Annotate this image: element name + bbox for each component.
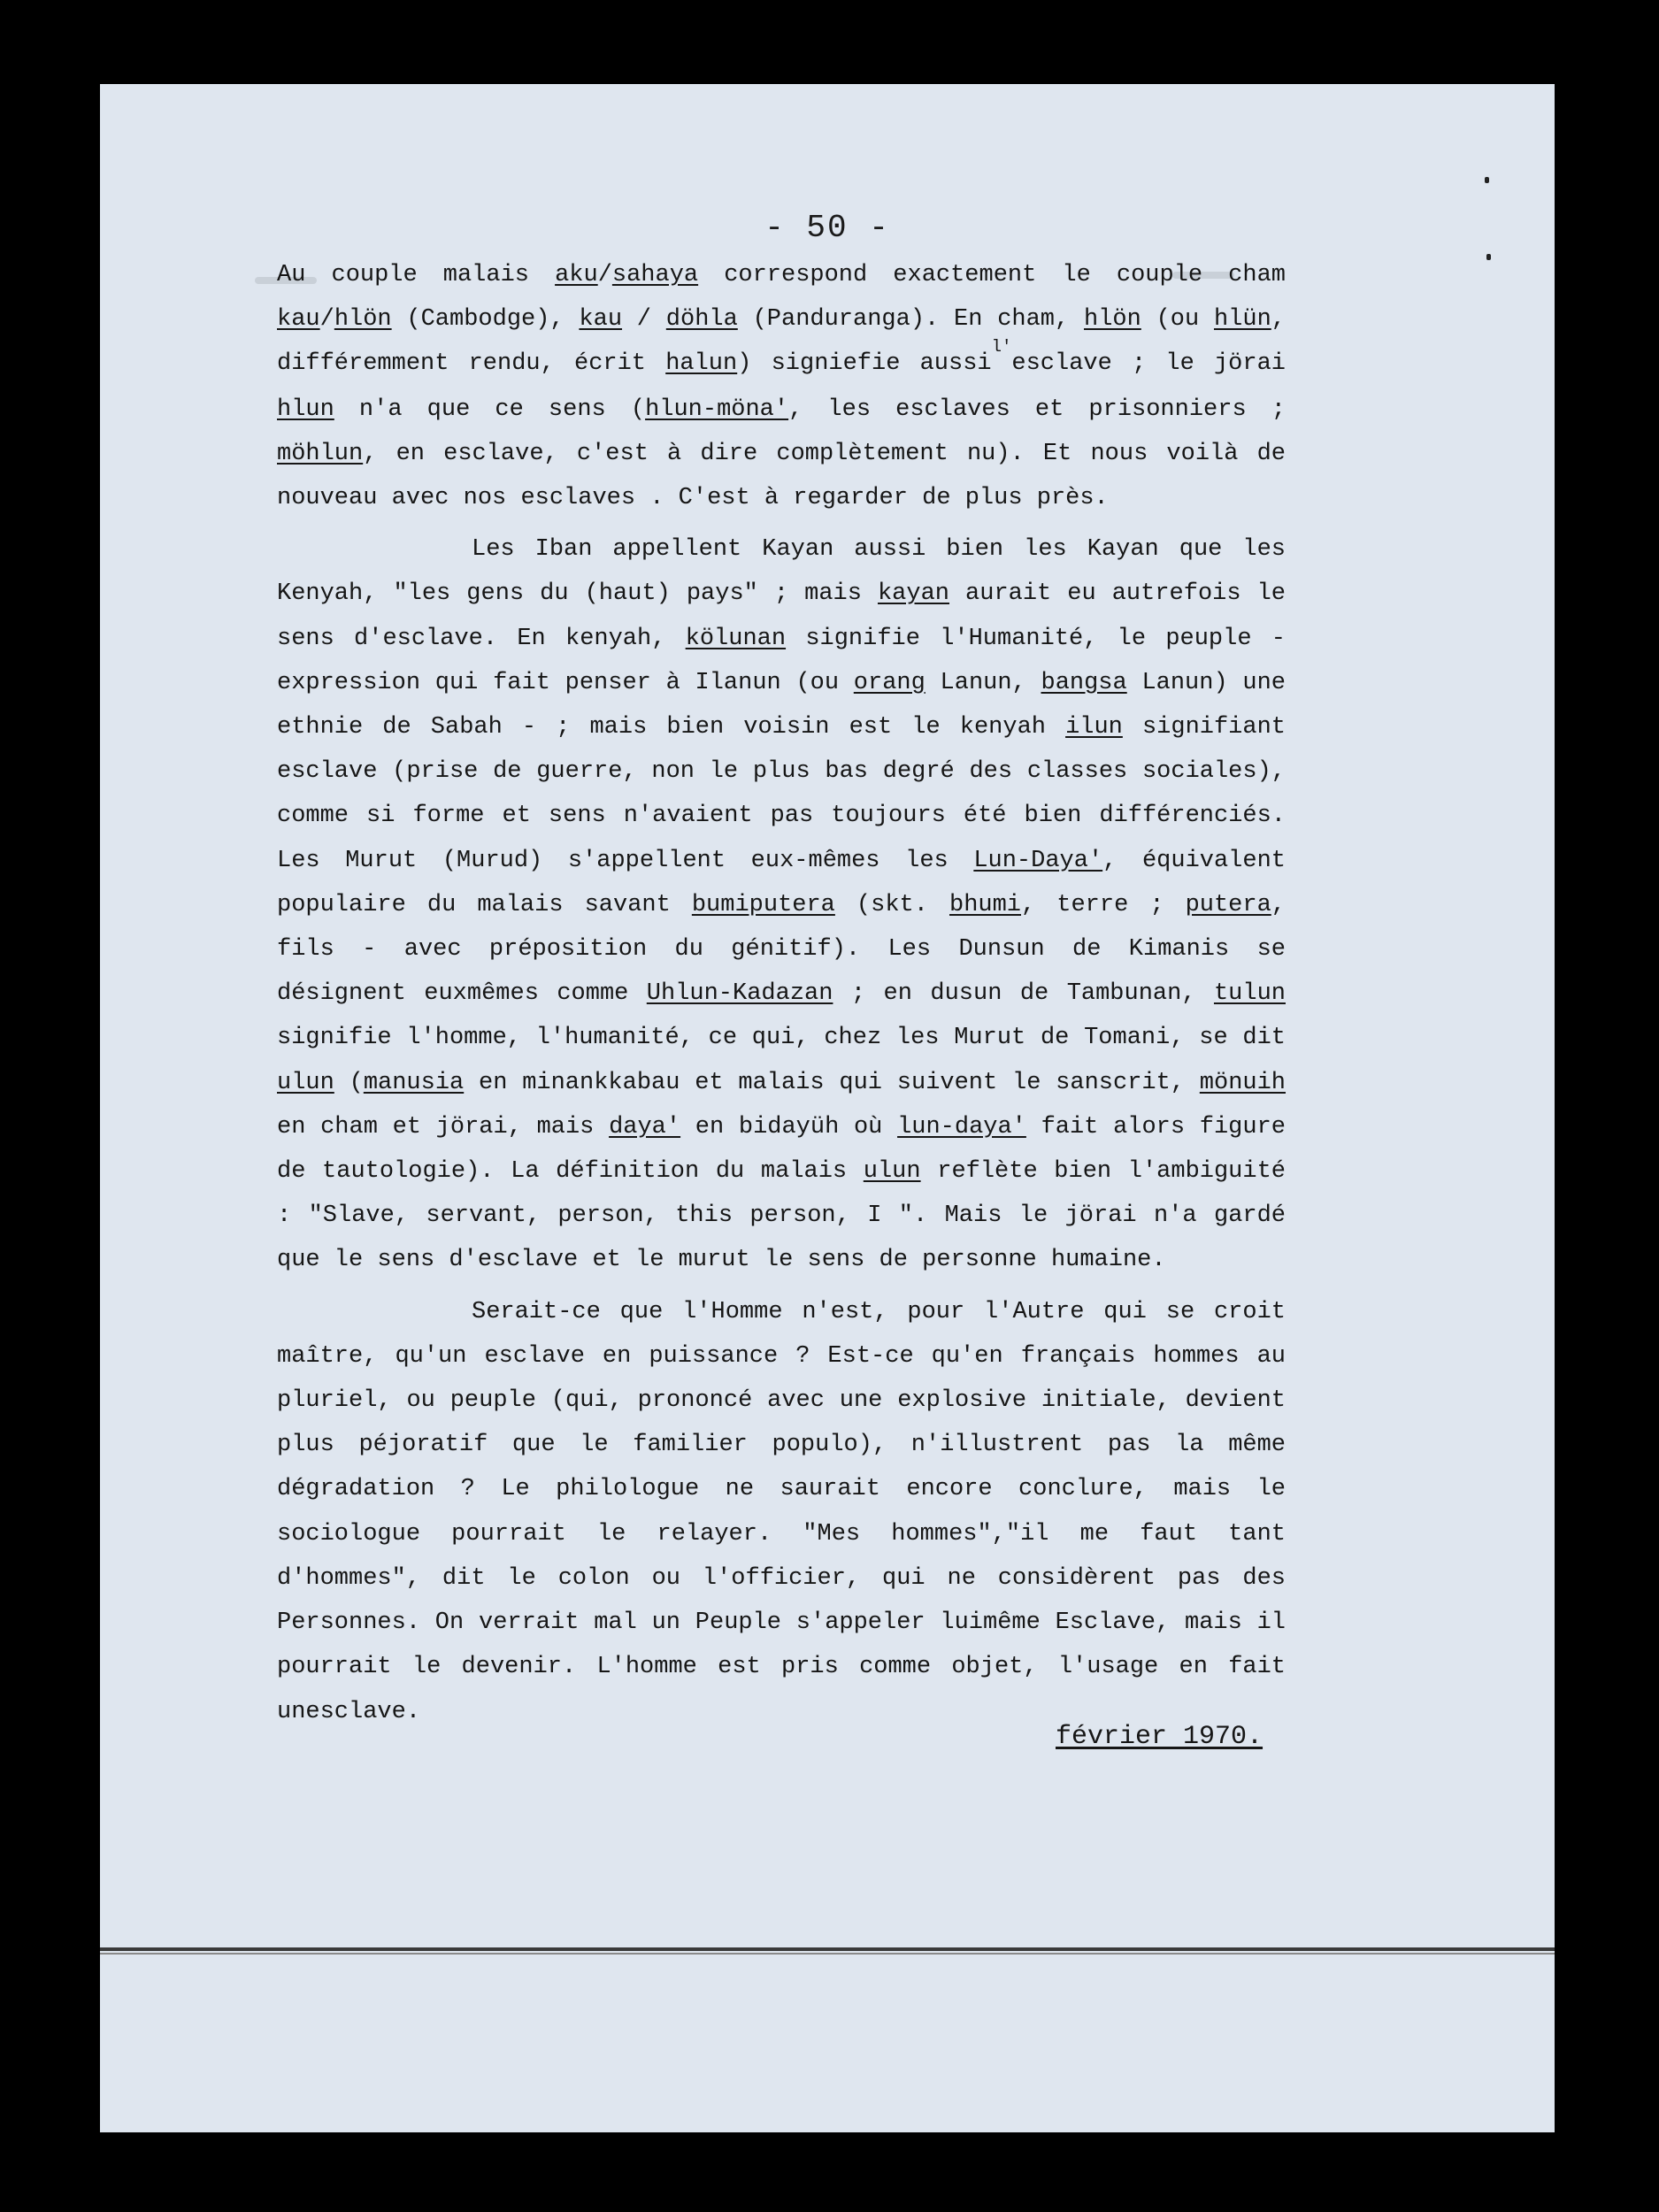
text-run: correspond exactement le couple cham xyxy=(698,262,1286,288)
text-run: (ou xyxy=(1141,306,1214,334)
text-run: , fils - avec préposition du génitif). Les Dunsun de Kimanis se désignent euxmêmes comme xyxy=(277,891,1286,1008)
paragraph xyxy=(277,1290,1286,1734)
underlined-term: döhla xyxy=(665,306,738,334)
underlined-term: Uhlun-Kadazan xyxy=(646,980,833,1008)
text-run: ) signiefie aussi xyxy=(737,350,992,378)
underlined-term: mönuih xyxy=(1199,1069,1286,1096)
paragraph xyxy=(277,527,1286,1282)
underlined-term: kayan xyxy=(877,580,949,608)
underlined-term: tulun xyxy=(1213,980,1286,1008)
underlined-term: hlön xyxy=(1084,306,1141,334)
text-run: , les esclaves et prisonniers ; xyxy=(788,396,1286,423)
text-run: / xyxy=(622,306,666,334)
text-run: (Panduranga). En cham, xyxy=(737,306,1084,334)
underlined-term: hlün xyxy=(1213,306,1271,334)
bottom-rule xyxy=(100,1947,1555,1951)
underlined-term: kau xyxy=(277,306,320,334)
text-run: / xyxy=(597,262,612,288)
underlined-term: kau xyxy=(579,306,623,334)
text-run: esclave ; le jörai xyxy=(1011,350,1286,378)
text-run: aurait eu autrefois le sens d'esclave. En kenyah, xyxy=(277,580,1286,652)
text-run: / xyxy=(319,306,334,334)
superscript-insertion: l' xyxy=(991,337,1012,357)
body-text xyxy=(277,253,1286,1741)
underlined-term: kölunan xyxy=(685,625,787,652)
underlined-term: daya' xyxy=(609,1113,681,1141)
text-run: fait alors figure de tautologie). La définition du malais xyxy=(277,1113,1286,1186)
text-run: en cham et jörai, mais xyxy=(277,1113,610,1141)
underlined-term: lun-daya' xyxy=(897,1113,1026,1141)
underlined-term: halun xyxy=(665,350,738,378)
underlined-term: orang xyxy=(853,669,926,696)
underlined-term: möhlun xyxy=(277,440,364,467)
text-run: , en esclave, c'est à dire complètement nu). Et nous voilà de nouveau avec nos esclaves . C'est à regarder de plus près. xyxy=(277,440,1286,512)
bottom-rule-shadow xyxy=(100,1953,1555,1955)
text-run: signifie l'Humanité, le peuple -expression qui fait penser à Ilanun (ou xyxy=(277,625,1286,696)
underlined-term: putera xyxy=(1185,891,1271,918)
text-run: Lanun) une ethnie de Sabah - ; mais bien voisin est le kenyah xyxy=(277,669,1286,741)
text-run: (Cambodge), xyxy=(391,306,580,334)
text-run: Lanun, xyxy=(925,669,1041,696)
text-run: signifie l'homme, l'humanité, ce qui, chez les Murut de Tomani, se dit xyxy=(277,1025,1286,1052)
underlined-term: hlun xyxy=(277,396,334,423)
text-run: ( xyxy=(334,1069,364,1096)
signature-date-text: février 1970. xyxy=(1056,1722,1263,1752)
underlined-term: hlön xyxy=(334,306,392,334)
underlined-term: Lun-Daya' xyxy=(973,847,1103,874)
text-run: en minankkabau et malais qui suivent le sanscrit, xyxy=(464,1069,1200,1096)
underlined-term: manusia xyxy=(363,1069,465,1096)
underlined-term: bangsa xyxy=(1041,669,1127,696)
text-run: signifiant esclave (prise de guerre, non le plus bas degré des classes sociales), comme si forme et sens n'avaient pas toujours été bien différenciés. Les Murut (Murud) s'appellent eux-mêmes les xyxy=(277,714,1286,874)
signature-date xyxy=(1056,1722,1263,1752)
text-run: Les Iban appellent Kayan aussi bien les Kayan que les Kenyah, "les gens du (haut) pays" ; mais xyxy=(277,536,1286,608)
text-run: (skt. xyxy=(834,891,949,918)
ink-speck xyxy=(1486,254,1491,260)
page-number: - 50 - xyxy=(764,210,890,246)
underlined-term: bhumi xyxy=(949,891,1022,918)
text-run: , terre ; xyxy=(1021,891,1186,918)
text-run: en bidayüh où xyxy=(680,1113,898,1141)
underlined-term: ulun xyxy=(863,1158,921,1186)
text-run: n'a que ce sens ( xyxy=(334,396,646,423)
underlined-term: ulun xyxy=(277,1069,334,1096)
underlined-term: bumiputera xyxy=(691,891,835,918)
text-run: Serait-ce que l'Homme n'est, pour l'Autre qui se croit maître, qu'un esclave en puissance ? Est-ce qu'en français hommes au pluriel, ou peuple (qui, prononcé avec une explosive initiale, devient plus péjoratif que le familier populo), n'illustrent pas la même dégradation ? Le philologue ne saurait encore conclure, mais le sociologue pourrait le relayer. "Mes hommes","il me faut tant d'hommes", dit le colon ou l'officier, qui ne considèrent pas des Personnes. On verrait mal un Peuple s'appeler luimême Esclave, mais il pourrait le devenir. L'homme est pris comme objet, l'usage en fait unesclave. xyxy=(277,1298,1286,1725)
text-run: ; en dusun de Tambunan, xyxy=(833,980,1214,1008)
text-run: reflète bien l'ambiguité : "Slave, servant, person, this person, I ". Mais le jörai n'a gardé que le sens d'esclave et le murut le sens de personne humaine. xyxy=(277,1158,1286,1274)
ink-speck xyxy=(1485,177,1489,183)
underlined-term: ilun xyxy=(1065,714,1123,741)
paragraph xyxy=(277,253,1286,520)
underlined-term: hlun-möna' xyxy=(645,396,789,423)
text-run: , différemment rendu, écrit xyxy=(277,306,1286,378)
text-run: , équivalent populaire du malais savant xyxy=(277,847,1286,918)
text-run: Au couple malais xyxy=(277,262,556,288)
underlined-term: sahaya xyxy=(611,262,699,288)
underlined-term: aku xyxy=(555,262,598,288)
